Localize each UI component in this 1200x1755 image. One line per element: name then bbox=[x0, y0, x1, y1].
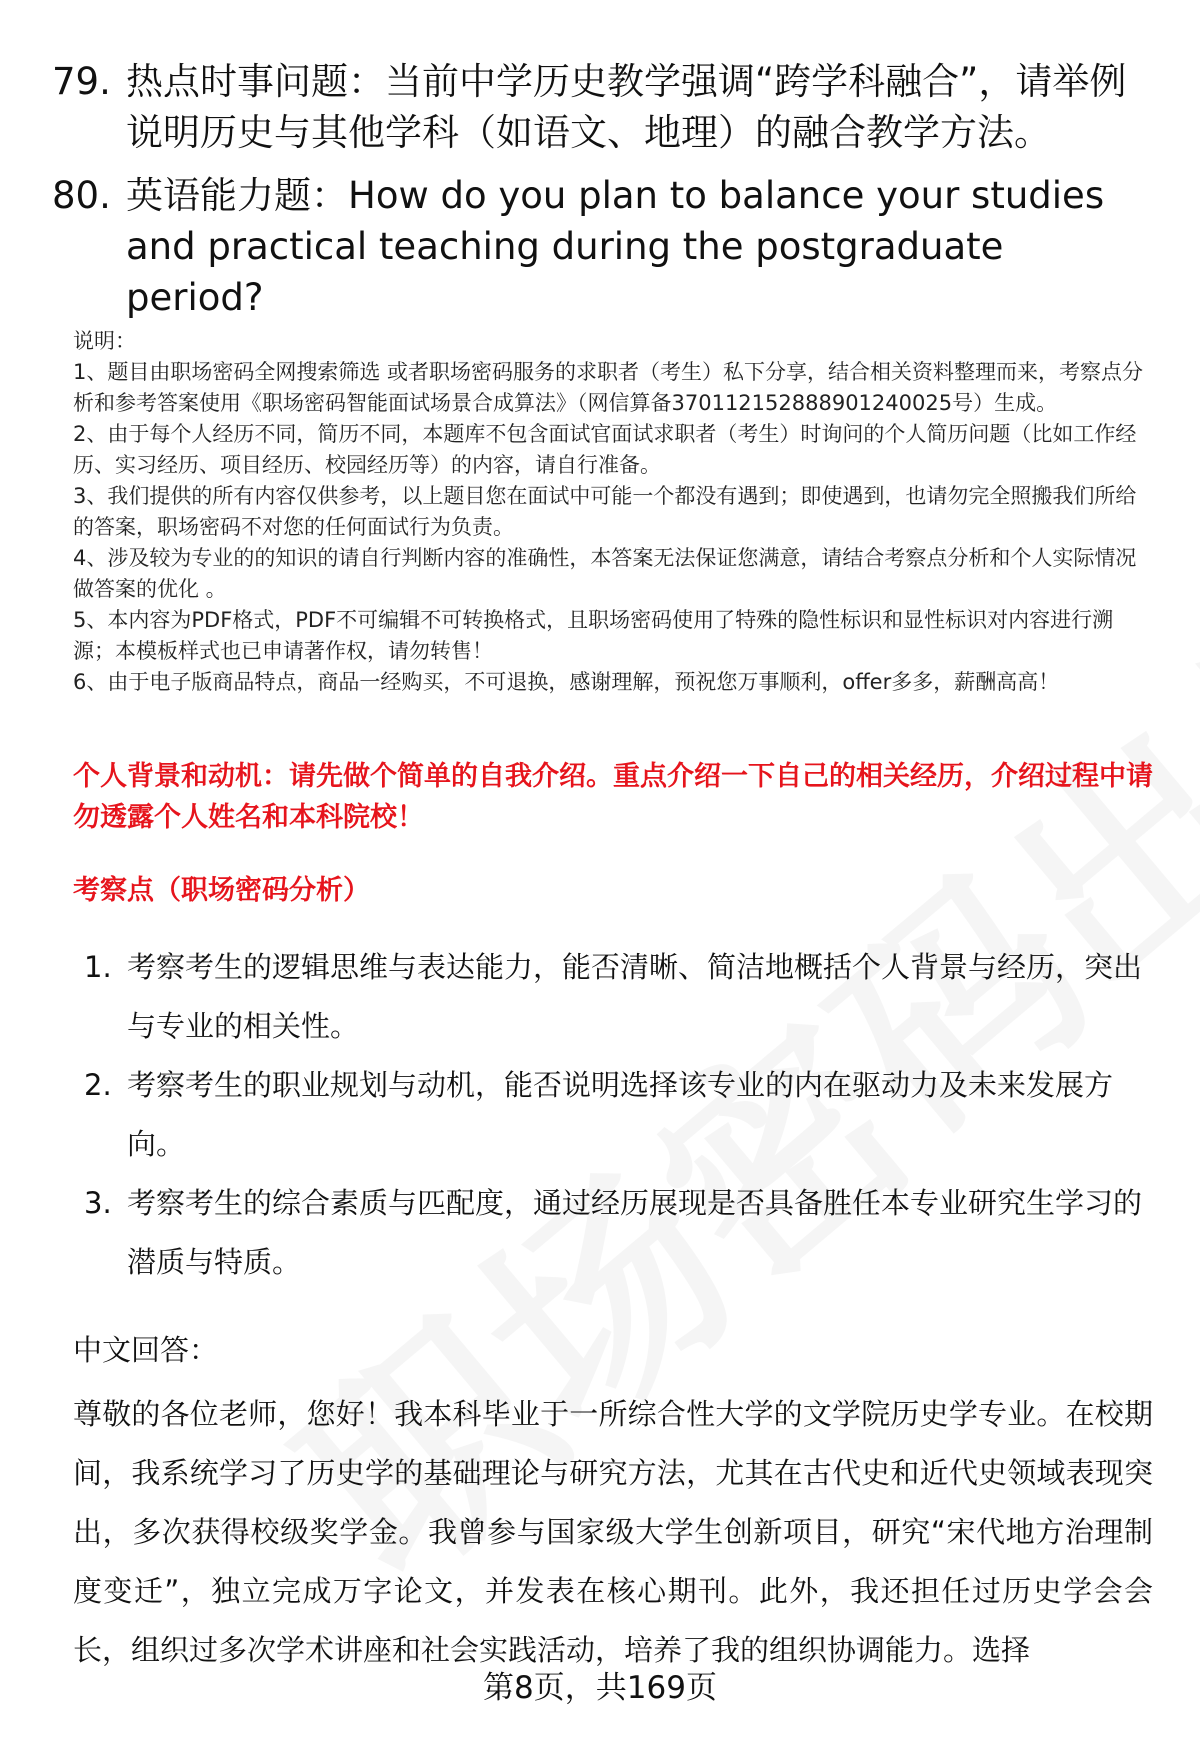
question-number: 80. bbox=[52, 174, 111, 217]
point-text: 考察考生的职业规划与动机，能否说明选择该专业的内在驱动力及未来发展方向。 bbox=[127, 1068, 1114, 1161]
question-79 bbox=[52, 56, 1142, 158]
point-text: 考察考生的逻辑思维与表达能力，能否清晰、简洁地概括个人背景与经历，突出与专业的相关性。 bbox=[127, 950, 1143, 1043]
page-number: 第8页，共169页 bbox=[483, 1670, 717, 1706]
note-item: 5、本内容为PDF格式，PDF不可编辑不可转换格式，且职场密码使用了特殊的隐性标识和显性标识对内容进行溯源；本模板样式也已申请著作权，请勿转售！ bbox=[73, 608, 1114, 663]
note-item: 3、我们提供的所有内容仅供参考，以上题目您在面试中可能一个都没有遇到；即使遇到，也请勿完全照搬我们所给的答案，职场密码不对您的任何面试行为负责。 bbox=[73, 484, 1137, 539]
list-item bbox=[84, 1174, 1154, 1292]
note-item: 1、题目由职场密码全网搜索筛选 或者职场密码服务的求职者（考生）私下分享，结合相关资料整理而来，考察点分析和参考答案使用《职场密码智能面试场景合成算法》（网信算备370112152888901240025号）生成。 bbox=[73, 360, 1144, 415]
note-item: 4、涉及较为专业的的知识的请自行判断内容的准确性，本答案无法保证您满意，请结合考察点分析和个人实际情况做答案的优化 。 bbox=[73, 546, 1137, 601]
notes-title: 说明： bbox=[73, 329, 136, 353]
question-number: 79. bbox=[52, 60, 111, 103]
section-heading: 个人背景和动机：请先做个简单的自我介绍。重点介绍一下自己的相关经历，介绍过程中请勿透露个人姓名和本科院校！ bbox=[73, 761, 1153, 833]
point-text: 考察考生的综合素质与匹配度，通过经历展现是否具备胜任本专业研究生学习的潜质与特质。 bbox=[127, 1186, 1143, 1279]
answer-label: 中文回答： bbox=[73, 1333, 219, 1367]
point-number: 1. bbox=[84, 950, 112, 984]
question-text: 热点时事问题：当前中学历史教学强调“跨学科融合”，请举例说明历史与其他学科（如语文、地理）的融合教学方法。 bbox=[126, 60, 1127, 154]
answer-text: 尊敬的各位老师，您好！我本科毕业于一所综合性大学的文学院历史学专业。在校期间，我系统学习了历史学的基础理论与研究方法，尤其在古代史和近代史领域表现突出，多次获得校级奖学金。我曾参与国家级大学生创新项目，研究“宋代地方治理制度变迁”，独立完成万字论文，并发表在核心期刊。此外，我还担任过历史学会会长，组织过多次学术讲座和社会实践活动，培养了我的组织协调能力。选择 bbox=[73, 1397, 1153, 1667]
question-text: 英语能力题：How do you plan to balance your studies and practical teaching during the postgraduate period? bbox=[126, 174, 1105, 319]
question-80 bbox=[52, 170, 1142, 323]
analysis-heading: 考察点（职场密码分析） bbox=[73, 875, 370, 906]
list-item bbox=[84, 938, 1154, 1056]
analysis-points-list bbox=[84, 938, 1154, 1292]
note-item: 6、由于电子版商品特点，商品一经购买，不可退换，感谢理解，预祝您万事顺利，offer多多，薪酬高高！ bbox=[73, 670, 1060, 694]
note-item: 2、由于每个人经历不同，简历不同，本题库不包含面试官面试求职者（考生）时询问的个人简历问题（比如工作经历、实习经历、项目经历、校园经历等）的内容，请自行准备。 bbox=[73, 422, 1137, 477]
notes-block bbox=[73, 326, 1153, 698]
list-item bbox=[84, 1056, 1154, 1174]
point-number: 3. bbox=[84, 1186, 112, 1220]
point-number: 2. bbox=[84, 1068, 112, 1102]
